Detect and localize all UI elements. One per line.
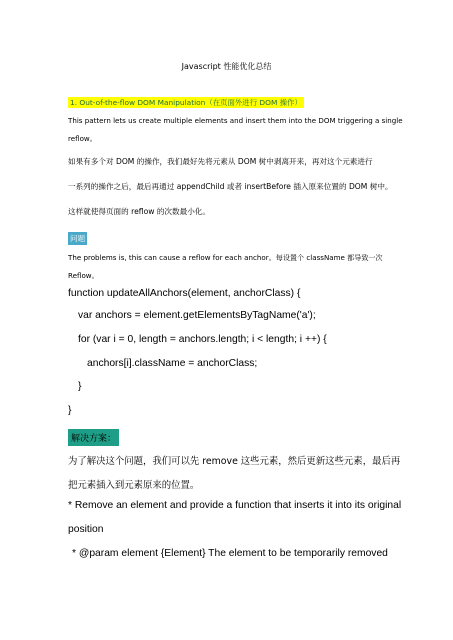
paragraph-line: position — [68, 524, 104, 535]
code-line: function updateAllAnchors(element, anchorClass) { — [68, 288, 301, 299]
code-line: var anchors = element.getElementsByTagName('a'); — [78, 310, 316, 321]
code-line: for (var i = 0, length = anchors.length; i < length; i ++) { — [78, 334, 327, 345]
paragraph-line: 一系列的操作之后，最后再通过 appendChild 或者 insertBefore 插入原来位置的 DOM 树中。 — [68, 182, 393, 191]
paragraph-line: 如果有多个对 DOM 的操作，我们最好先将元素从 DOM 树中剥离开来，再对这个元素进行 — [68, 157, 373, 166]
code-line: } — [78, 381, 82, 392]
paragraph-line: Reflow。 — [68, 271, 99, 280]
paragraph-line: * @param element {Element} The element to be temporarily removed — [72, 548, 388, 559]
paragraph-line: 把元素插入到元素原来的位置。 — [68, 480, 200, 491]
section-heading — [68, 97, 304, 108]
solution-tag: 解决方案： — [68, 429, 119, 446]
document-title: Javascript 性能优化总结 — [181, 62, 272, 71]
paragraph-line: This pattern lets us create multiple elements and insert them into the DOM triggering a single — [68, 116, 403, 125]
paragraph-line: reflow。 — [68, 134, 97, 143]
paragraph-line: The problems is, this can cause a reflow for each anchor。每设置个 className 都导致一次 — [68, 253, 383, 262]
solution-tag-row — [68, 426, 119, 446]
paragraph-line: 为了解决这个问题，我们可以先 remove 这些元素，然后更新这些元素，最后再 — [68, 456, 401, 467]
section-heading-text: 1. Out-of-the-flow DOM Manipulation（在页面外进行 DOM 操作） — [70, 98, 302, 107]
problem-tag: 问题 — [70, 234, 86, 243]
paragraph-line: * Remove an element and provide a function that inserts it into its original — [68, 500, 402, 511]
code-line: anchors[i].className = anchorClass; — [87, 358, 258, 369]
paragraph-line: 这样就使得页面的 reflow 的次数最小化。 — [68, 207, 210, 216]
code-line: } — [68, 405, 72, 416]
problem-tag-row — [68, 226, 87, 245]
